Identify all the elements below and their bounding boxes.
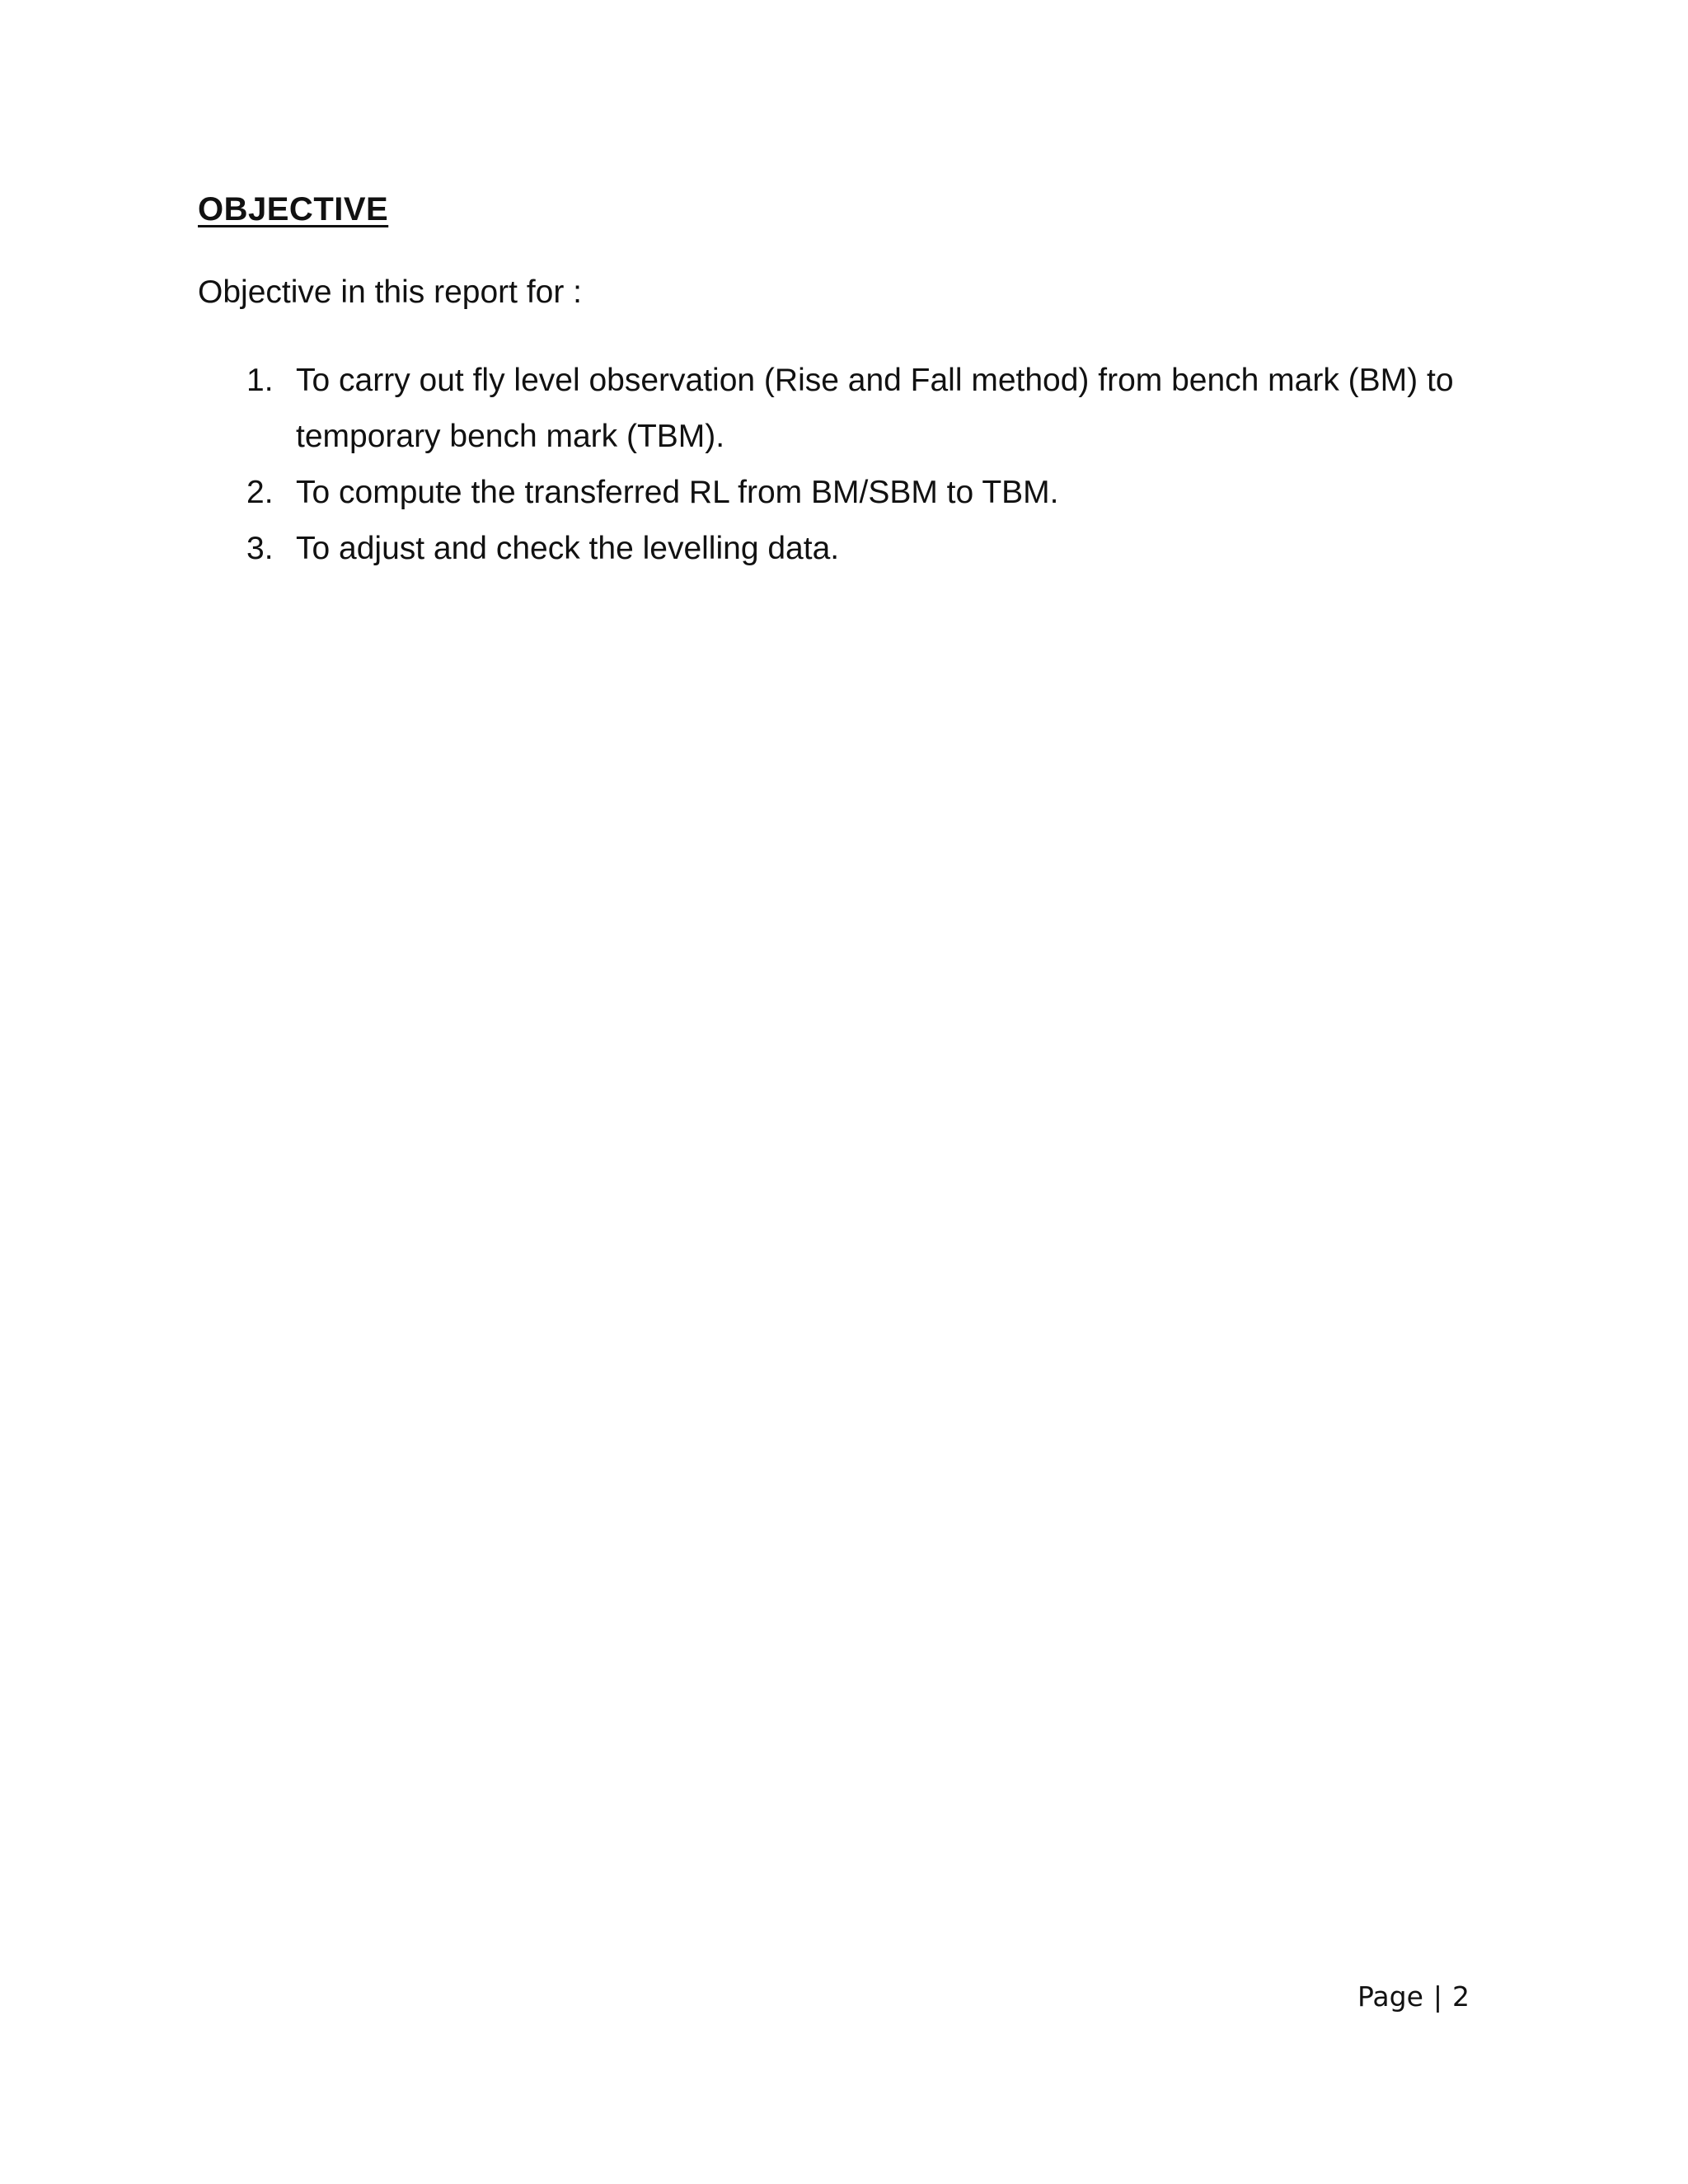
list-item-number: 2. bbox=[246, 475, 274, 510]
list-item-number: 3. bbox=[246, 531, 274, 566]
list-item-text: To compute the transferred RL from BM/SBM to TBM. bbox=[296, 475, 1059, 510]
section-heading: OBJECTIVE bbox=[198, 191, 389, 227]
intro-text: Objective in this report for : bbox=[198, 274, 583, 310]
page-separator: | bbox=[1432, 1980, 1442, 2013]
page-footer bbox=[1357, 1980, 1470, 2013]
list-item bbox=[198, 353, 1484, 465]
list-item-text: To adjust and check the levelling data. bbox=[296, 531, 840, 566]
list-item bbox=[198, 521, 1484, 577]
list-item-number: 1. bbox=[246, 363, 274, 398]
list-item-text: To carry out fly level observation (Rise and Fall method) from bench mark (BM) to temporary bench mark (TBM). bbox=[296, 363, 1454, 454]
page-label: Page bbox=[1357, 1980, 1423, 2013]
page-number: 2 bbox=[1452, 1980, 1470, 2013]
objectives-list bbox=[198, 353, 1484, 577]
list-item bbox=[198, 465, 1484, 521]
